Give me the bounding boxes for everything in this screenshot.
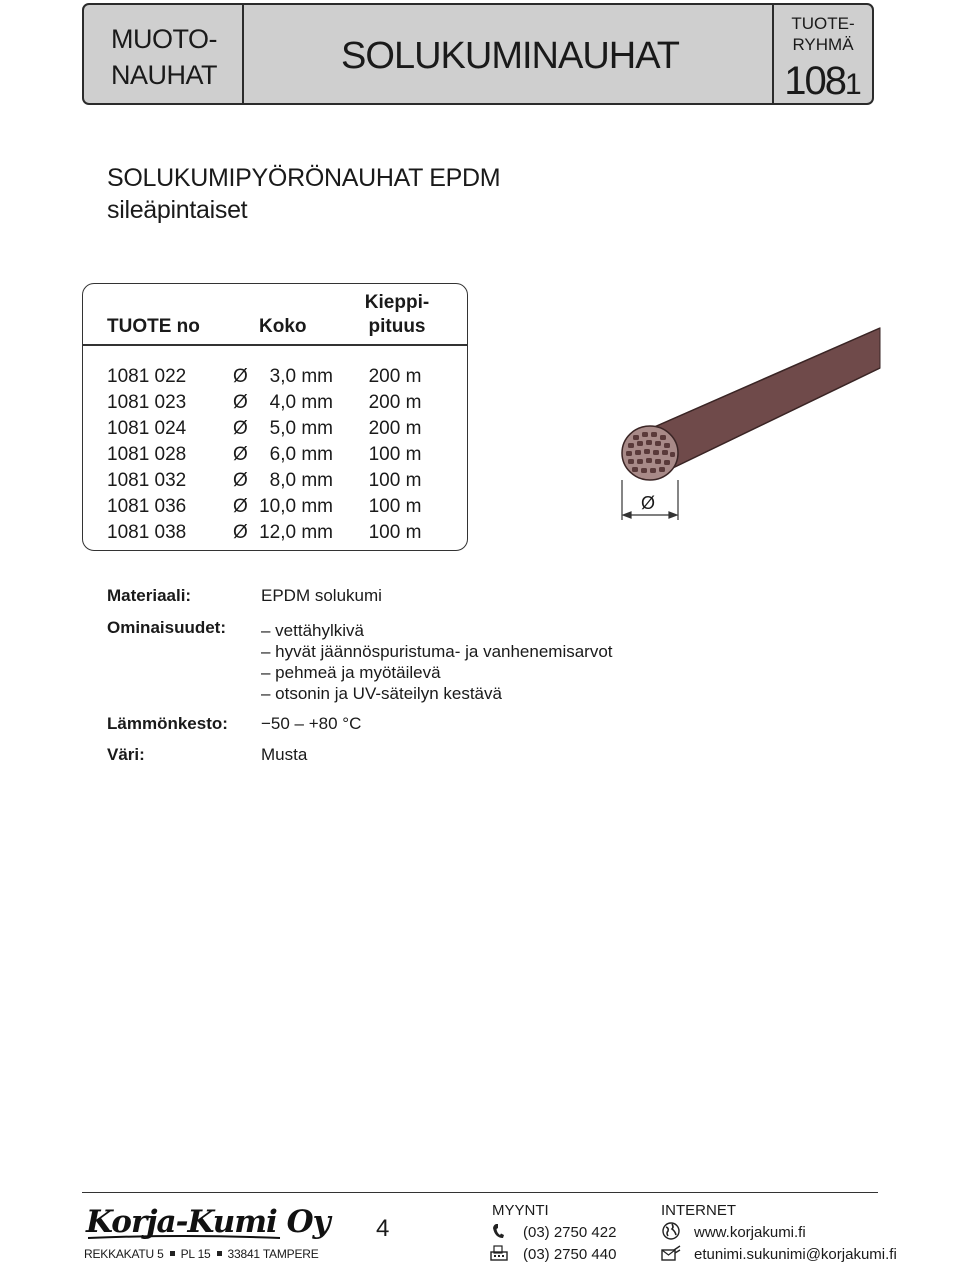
- email-icon: [661, 1245, 681, 1261]
- feature-item: – otsonin ja UV-säteilyn kestävä: [261, 684, 502, 703]
- features-list: [261, 620, 613, 704]
- page-title: SOLUKUMINAUHAT: [341, 35, 679, 77]
- table-row: [83, 366, 467, 392]
- website-link[interactable]: www.korjakumi.fi: [694, 1224, 806, 1241]
- product-table: [82, 283, 468, 551]
- cell-product-no: 1081 036: [107, 496, 187, 517]
- product-group-label-1: TUOTE-: [791, 14, 855, 33]
- header-roll-length: [355, 291, 439, 339]
- cell-product-no: 1081 028: [107, 444, 187, 465]
- product-group-label-2: RYHMÄ: [792, 35, 854, 54]
- cell-length: 100 m: [368, 496, 422, 517]
- product-group-number: [774, 59, 872, 104]
- header-product-no: TUOTE no: [107, 316, 200, 337]
- category-label: [84, 21, 244, 93]
- globe-icon: [662, 1222, 680, 1240]
- feature-item: – hyvät jäännöspuristuma- ja vanhenemisarvot: [261, 642, 613, 661]
- phone-icon: [491, 1223, 507, 1239]
- color-value: Musta: [261, 745, 308, 764]
- section-title: [107, 162, 500, 226]
- cell-product-no: 1081 022: [107, 366, 187, 387]
- phone-number[interactable]: (03) 2750 422: [523, 1224, 617, 1241]
- cell-diameter-symbol: Ø: [233, 496, 248, 517]
- company-address: [84, 1247, 319, 1261]
- bullet-square: [170, 1251, 175, 1256]
- table-row: [83, 392, 467, 418]
- address-street: REKKAKATU 5: [84, 1247, 164, 1261]
- section-title-line-1: SOLUKUMIPYÖRÖNAUHAT EPDM: [107, 164, 501, 192]
- email-link[interactable]: etunimi.sukunimi@korjakumi.fi: [694, 1246, 897, 1263]
- cell-diameter-symbol: Ø: [233, 392, 248, 413]
- fax-icon: [490, 1245, 508, 1261]
- category-line-2: NAUHAT: [110, 60, 217, 90]
- cell-size: 4,0 mm: [269, 392, 333, 413]
- company-logo-text: Korja-Kumi Oy: [86, 1204, 330, 1240]
- cell-diameter-symbol: Ø: [233, 366, 248, 387]
- address-po-box: PL 15: [180, 1247, 211, 1261]
- foam-rod-illustration: [600, 320, 880, 530]
- fax-number[interactable]: (03) 2750 440: [523, 1246, 617, 1263]
- features-label: Ominaisuudet:: [107, 618, 227, 637]
- header-size: Koko: [259, 316, 307, 337]
- rod-body: [652, 328, 880, 478]
- bullet-square: [217, 1251, 222, 1256]
- cell-size: 6,0 mm: [269, 444, 333, 465]
- feature-item: – vettähylkivä: [261, 621, 364, 640]
- table-row: [83, 470, 467, 496]
- color-label: Väri:: [107, 745, 145, 764]
- header-roll-length-line-2: pituus: [368, 316, 426, 337]
- group-number-suffix: 1: [845, 68, 862, 101]
- cell-product-no: 1081 024: [107, 418, 187, 439]
- address-city: 33841 TAMPERE: [227, 1247, 319, 1261]
- header-roll-length-line-1: Kieppi-: [364, 292, 430, 313]
- material-label: Materiaali:: [107, 586, 192, 605]
- header-box: [82, 3, 874, 105]
- cell-length: 100 m: [368, 470, 422, 491]
- cell-diameter-symbol: Ø: [233, 444, 248, 465]
- table-row: [83, 444, 467, 470]
- company-logo: [84, 1196, 330, 1246]
- section-subtitle: sileäpintaiset: [107, 196, 248, 224]
- cell-diameter-symbol: Ø: [233, 418, 248, 439]
- cell-product-no: 1081 032: [107, 470, 187, 491]
- cell-length: 200 m: [368, 392, 422, 413]
- cell-size: 8,0 mm: [269, 470, 333, 491]
- group-number-main: 108: [784, 59, 846, 103]
- cell-length: 200 m: [368, 366, 422, 387]
- sales-heading: MYYNTI: [492, 1202, 549, 1219]
- product-group: [774, 13, 872, 104]
- table-row: [83, 496, 467, 522]
- rod-cross-section: [622, 426, 678, 480]
- header-divider: [83, 344, 467, 346]
- footer-divider: [82, 1192, 878, 1193]
- table-row: [83, 522, 467, 548]
- temperature-label: Lämmönkesto:: [107, 714, 228, 733]
- internet-heading: INTERNET: [661, 1202, 736, 1219]
- cell-length: 100 m: [368, 522, 422, 543]
- temperature-value: −50 – +80 °C: [261, 714, 362, 733]
- cell-length: 100 m: [368, 444, 422, 465]
- diameter-label: Ø: [640, 493, 656, 513]
- cell-diameter-symbol: Ø: [233, 470, 248, 491]
- cell-size: 3,0 mm: [269, 366, 333, 387]
- feature-item: – pehmeä ja myötäilevä: [261, 663, 441, 682]
- cell-size: 12,0 mm: [259, 522, 333, 543]
- cell-size: 10,0 mm: [259, 496, 333, 517]
- page-number: 4: [376, 1215, 390, 1242]
- table-row: [83, 418, 467, 444]
- cell-product-no: 1081 038: [107, 522, 187, 543]
- cell-product-no: 1081 023: [107, 392, 187, 413]
- cell-size: 5,0 mm: [269, 418, 333, 439]
- cell-diameter-symbol: Ø: [233, 522, 248, 543]
- category-line-1: MUOTO-: [111, 24, 217, 54]
- material-value: EPDM solukumi: [261, 586, 382, 605]
- cell-length: 200 m: [368, 418, 422, 439]
